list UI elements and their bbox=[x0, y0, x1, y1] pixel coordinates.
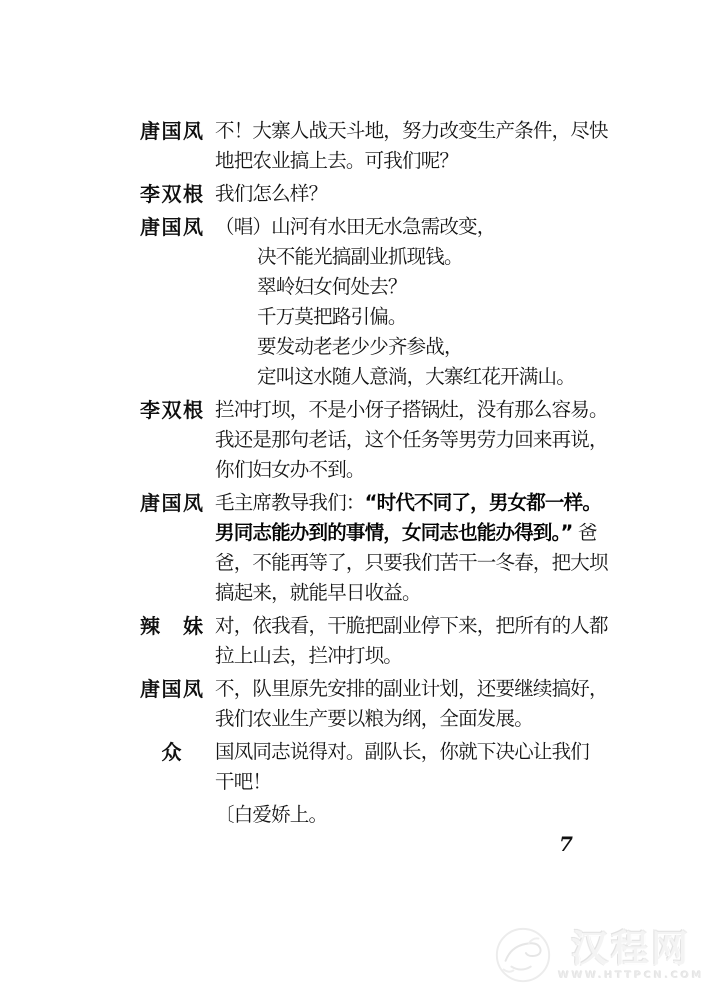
text-segment: 拉上山去，拦冲打坝。 bbox=[215, 644, 403, 667]
dialogue-line bbox=[215, 242, 605, 272]
bold-quote-segment: “时代不同了，男女都一样。 bbox=[364, 491, 602, 514]
text-segment: 我们怎么样？ bbox=[215, 182, 328, 205]
speaker-name: 辣 妹 bbox=[140, 614, 203, 638]
text-segment: （唱）山河有水田无水急需改变， bbox=[215, 215, 496, 238]
text-segment: 我们农业生产要以粮为纲，全面发展。 bbox=[215, 707, 533, 730]
dialogue-line bbox=[215, 704, 605, 734]
dialogue-line bbox=[215, 548, 608, 578]
speaker-name bbox=[140, 800, 203, 830]
speech-row bbox=[140, 395, 606, 485]
speech-row bbox=[140, 737, 606, 797]
text-segment: 翠岭妇女何处去？ bbox=[257, 275, 407, 298]
dialogue-text bbox=[215, 737, 605, 797]
watermark-site-name: 汉程网 bbox=[571, 926, 692, 970]
text-segment: 不！大寨人战天斗地，努力改变生产条件，尽快 bbox=[215, 119, 608, 142]
dialogue-line bbox=[215, 488, 605, 518]
watermark bbox=[492, 924, 704, 986]
text-segment: 搞起来，就能早日收益。 bbox=[215, 581, 421, 604]
dialogue-line bbox=[215, 212, 605, 242]
dialogue-line bbox=[215, 578, 605, 608]
speech-row bbox=[140, 116, 606, 176]
dialogue-line bbox=[215, 362, 605, 392]
speaker-name: 唐国凤 bbox=[140, 677, 203, 701]
speech-row bbox=[140, 800, 606, 830]
text-segment: 干吧！ bbox=[215, 770, 272, 793]
text-segment: 爸 bbox=[572, 521, 597, 544]
dialogue-line bbox=[215, 332, 605, 362]
dialogue-line bbox=[215, 272, 605, 302]
dialogue-line bbox=[215, 518, 605, 548]
speaker-name: 李双根 bbox=[140, 182, 203, 206]
dialogue-text bbox=[215, 488, 608, 608]
dialogue-text bbox=[215, 800, 605, 830]
watermark-text bbox=[558, 926, 704, 981]
dialogue-text bbox=[215, 674, 608, 734]
dialogue-line bbox=[215, 641, 605, 671]
speaker-name: 唐国凤 bbox=[140, 215, 203, 239]
text-segment: 决不能光搞副业抓现钱。 bbox=[257, 245, 463, 268]
dialogue-line bbox=[215, 737, 605, 767]
dialogue-line bbox=[215, 395, 608, 425]
text-segment: 你们妇女办不到。 bbox=[215, 458, 365, 481]
dialogue-line bbox=[215, 425, 608, 455]
text-segment: 我还是那句老话，这个任务等男劳力回来再说， bbox=[215, 428, 608, 451]
dialogue-text bbox=[215, 212, 605, 392]
dialogue-line bbox=[215, 455, 605, 485]
dialogue-line bbox=[215, 800, 605, 830]
dialogue-line bbox=[215, 116, 608, 146]
dialogue-line bbox=[215, 611, 608, 641]
text-segment: 不，队里原先安排的副业计划，还要继续搞好， bbox=[215, 677, 608, 700]
text-segment: 毛主席教导我们： bbox=[215, 491, 365, 514]
speaker-name: 李双根 bbox=[140, 398, 203, 422]
speech-row bbox=[140, 488, 606, 608]
text-segment: 拦冲打坝，不是小伢子搭锅灶，没有那么容易。 bbox=[215, 398, 608, 421]
text-segment: 千万莫把路引偏。 bbox=[257, 305, 407, 328]
page-number: 7 bbox=[559, 832, 573, 856]
speaker-name: 唐国凤 bbox=[140, 119, 203, 143]
speech-row bbox=[140, 611, 606, 671]
text-segment: 定叫这水随人意淌，大寨红花开满山。 bbox=[257, 365, 575, 388]
bold-quote-segment: 男同志能办到的事情，女同志也能办得到。” bbox=[215, 521, 573, 544]
dialogue-text bbox=[215, 179, 605, 209]
dialogue-line bbox=[215, 674, 608, 704]
text-segment: 爸，不能再等了，只要我们苦干一冬春，把大坝 bbox=[215, 551, 608, 574]
dialogue-line bbox=[215, 179, 605, 209]
text-segment: 要发动老老少少齐参战， bbox=[257, 335, 463, 358]
dialogue-text bbox=[215, 395, 608, 485]
speech-row bbox=[140, 674, 606, 734]
dialogue-line bbox=[215, 146, 605, 176]
dialogue-text bbox=[215, 611, 608, 671]
speaker-name: 唐国凤 bbox=[140, 491, 203, 515]
text-segment: 地把农业搞上去。可我们呢？ bbox=[215, 149, 459, 172]
dialogue-line bbox=[215, 767, 605, 797]
text-segment: 国凤同志说得对。副队长，你就下决心让我们 bbox=[215, 740, 590, 763]
dragon-circle-logo-icon bbox=[492, 924, 554, 986]
text-segment: 〔白爱娇上。 bbox=[215, 803, 328, 826]
speech-row bbox=[140, 179, 606, 209]
speech-row bbox=[140, 212, 606, 392]
dialogue-line bbox=[215, 302, 605, 332]
script-body bbox=[140, 116, 606, 833]
dialogue-text bbox=[215, 116, 608, 176]
text-segment: 对，依我看，干脆把副业停下来，把所有的人都 bbox=[215, 614, 608, 637]
watermark-site-url: WWW.HTTPCN.COM bbox=[558, 969, 704, 981]
speaker-name: 众 bbox=[161, 740, 182, 764]
